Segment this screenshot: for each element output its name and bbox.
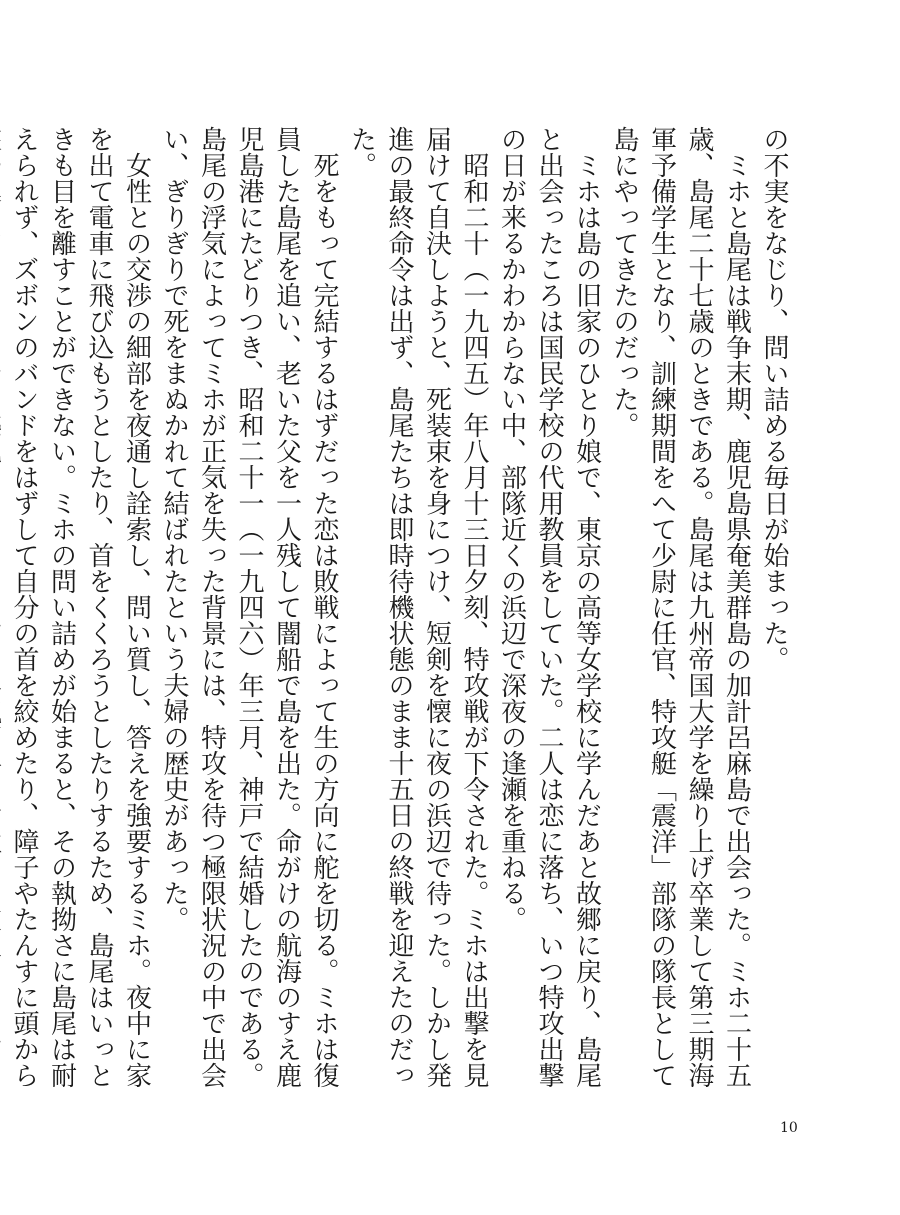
page-number: 10 [780,1120,798,1136]
paragraph: 昭和二十（一九四五）年八月十三日夕刻、特攻戦が下令された。ミホは出撃を見届けて自決しようと、死装束を身につけ、短剣を懐に夜の浜辺で待った。しかし発進の最終命令は出ず、島尾たちは即時待機状態のまま十五日の終戦を迎えたのだった。 [346,126,489,1088]
paragraph: ミホは島の旧家のひとり娘で、東京の高等女学校に学んだあと故郷に戻り、島尾と出会ったころは国民学校の代用教員をしていた。二人は恋に落ち、いつ特攻出撃の日が来るかわからない中、部隊近くの浜辺で深夜の逢瀬を重ねる。 [496,126,602,1088]
paragraph: ミホと島尾は戦争末期、鹿児島県奄美群島の加計呂麻島で出会った。ミホ二十五歳、島尾二十七歳のときである。島尾は九州帝国大学を繰り上げ卒業して第三期海軍予備学生となり、訓練期間をへて少尉に任官、特攻艇「震洋」部隊の隊長として島にやってきたのだった。 [609,126,752,1088]
paragraph: 死をもって完結するはずだった恋は敗戦によって生の方向に舵を切る。ミホは復員した島尾を追い、老いた父を一人残して闇船で島を出た。命がけの航海のすえ鹿児島港にたどりつき、昭和二十一（一九四六）年三月、神戸で結婚したのである。島尾の浮気によってミホが正気を失った背景には、特攻を待つ極限状況の中で出会い、ぎりぎりで死をまぬかれて結ばれたという夫婦の歴史があった。 [159,126,339,1088]
vertical-text-body [9,126,792,1096]
paragraph: 女性との交渉の細部を夜通し詮索し、問い質し、答えを強要するミホ。夜中に家を出て電車に飛び込もうとしたり、首をくくろうとしたりするため、島尾はいっときも目を離すことができない。ミホの問い詰めが始まると、その執拗さに島尾は耐えられず、ズボンのバンドをはずして自分の首を絞めたり、障子やたんすに頭から [9,126,152,1088]
paragraph: の不実をなじり、問い詰める毎日が始まった。 [759,126,789,672]
